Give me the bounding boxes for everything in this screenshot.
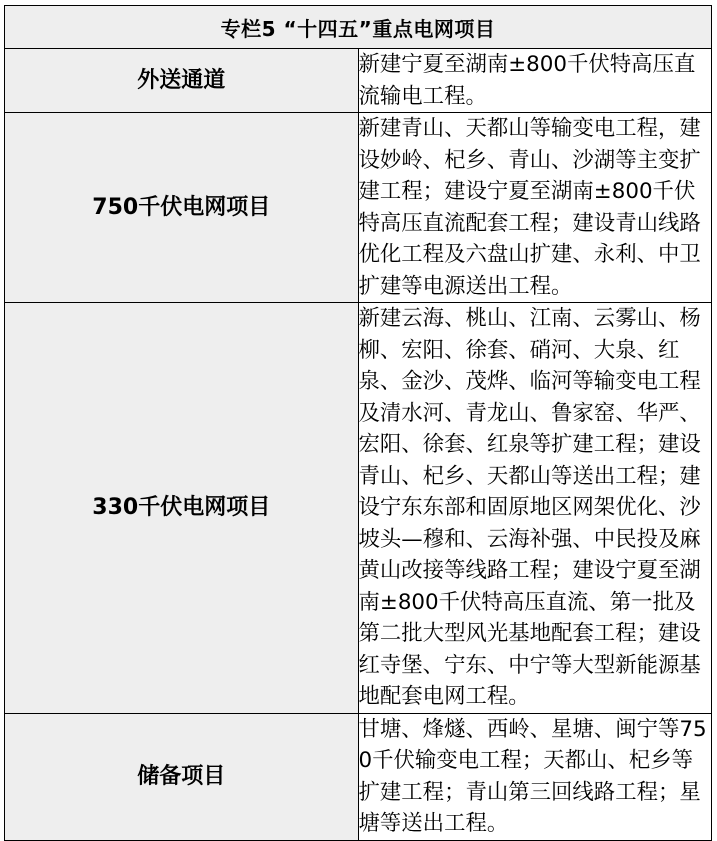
row-label-export-channel: 外送通道: [5, 49, 359, 113]
table-row: [5, 49, 712, 113]
table-row: [5, 303, 712, 714]
row-content-export-channel: 新建宁夏至湖南±800千伏特高压直流输电工程。: [358, 49, 712, 113]
row-content-750kv: 新建青山、天都山等输变电工程，建设妙岭、杞乡、青山、沙湖等主变扩建工程；建设宁夏至湖南±800千伏特高压直流配套工程；建设青山线路优化工程及六盘山扩建、永利、中卫扩建等电源送出工程。: [358, 113, 712, 303]
table-title: 专栏5 “十四五”重点电网项目: [5, 6, 712, 49]
table-row: [5, 113, 712, 303]
row-content-reserve: 甘塘、烽燧、西岭、星塘、闽宁等750千伏输变电工程；天都山、杞乡等扩建工程；青山第三回线路工程；星塘等送出工程。: [358, 713, 712, 840]
row-content-330kv: 新建云海、桃山、江南、云雾山、杨柳、宏阳、徐套、硝河、大泉、红泉、金沙、茂烨、临河等输变电工程及清水河、青龙山、鲁家窑、华严、宏阳、徐套、红泉等扩建工程；建设青山、杞乡、天都山等送出工程；建设宁东东部和固原地区网架优化、沙坡头—穆和、云海补强、中民投及麻黄山改接等线路工程；建设宁夏至湖南±800千伏特高压直流、第一批及第二批大型风光基地配套工程；建设红寺堡、宁东、中宁等大型新能源基地配套电网工程。: [358, 303, 712, 714]
table-row: [5, 713, 712, 840]
row-label-330kv: 330千伏电网项目: [5, 303, 359, 714]
row-label-reserve: 储备项目: [5, 713, 359, 840]
project-table: [4, 5, 712, 841]
row-label-750kv: 750千伏电网项目: [5, 113, 359, 303]
